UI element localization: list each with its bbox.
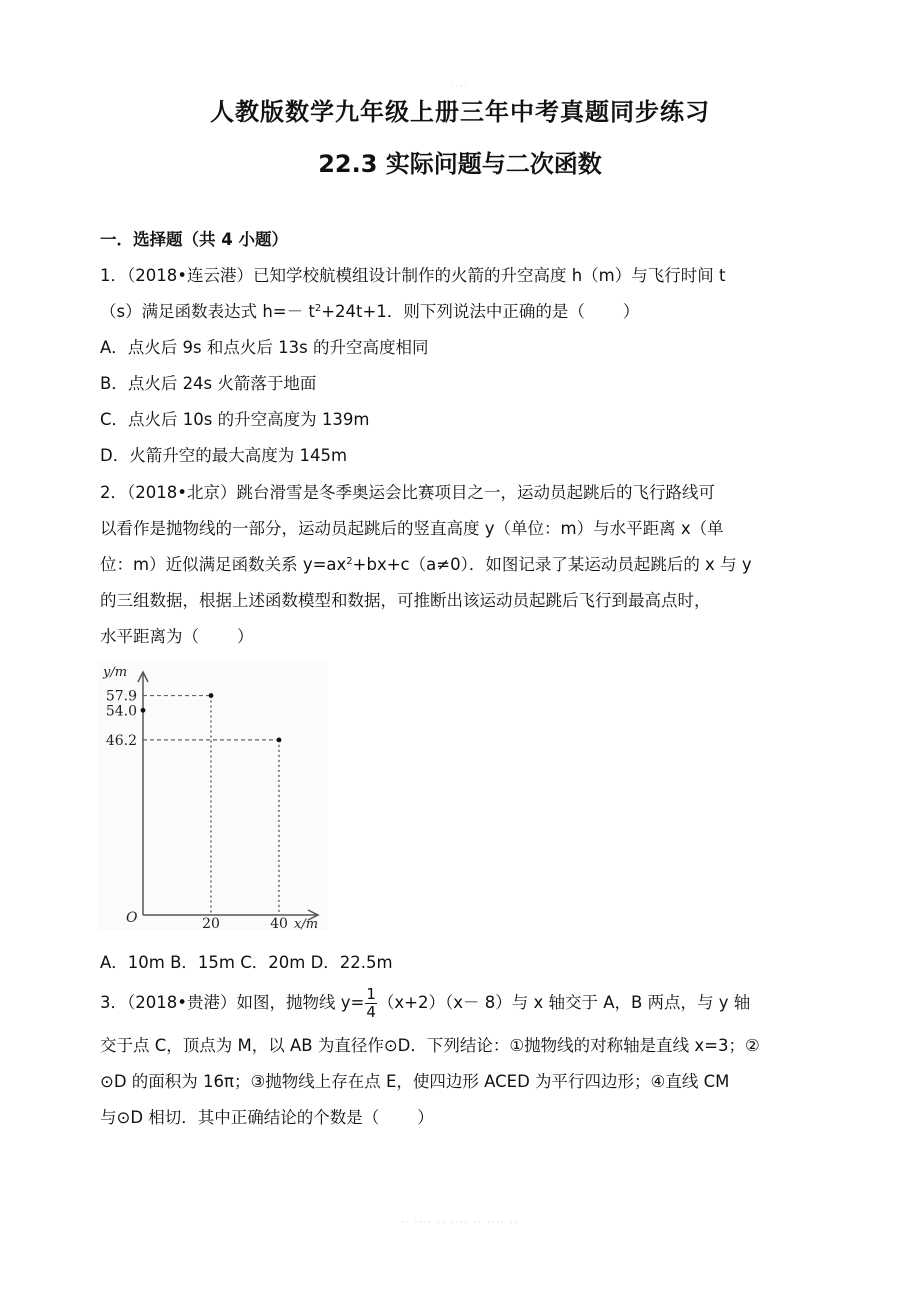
document-subtitle: 22.3 实际问题与二次函数 <box>318 150 602 178</box>
data-point <box>277 737 282 742</box>
x-axis-label: x/m <box>294 917 319 930</box>
q1-option-b: B．点火后 24s 火箭落于地面 <box>100 374 317 393</box>
section-heading: 一．选择题（共 4 小题） <box>100 230 288 249</box>
y-tick-label: 57.9 <box>105 688 137 705</box>
q2-text-a: 位：m）近似满足函数关系 y=ax <box>100 555 347 574</box>
footer-decoration: ·· ···· ·· ···· ·· ···· ·· <box>400 1218 520 1227</box>
q2-options: A．10m B．15m C．20m D．22.5m <box>100 953 393 972</box>
q2-text-d: ） <box>237 627 254 646</box>
data-point <box>141 708 146 713</box>
q3-line-1 <box>100 986 750 1021</box>
fraction-denominator: 4 <box>366 1003 376 1021</box>
fraction-numerator: 1 <box>366 985 376 1003</box>
q2-line-1: 2．（2018•北京）跳台滑雪是冬季奥运会比赛项目之一，运动员起跳后的飞行路线可 <box>100 483 715 502</box>
q2-line-5 <box>100 623 254 647</box>
q3-text-c: 与⊙D 相切．其中正确结论的个数是（ <box>100 1108 380 1127</box>
y-tick-label: 54.0 <box>105 703 137 720</box>
q2-line-4: 的三组数据，根据上述函数模型和数据，可推断出该运动员起跳后飞行到最高点时， <box>100 591 711 610</box>
q2-text-c: 水平距离为（ <box>100 627 199 646</box>
x-tick-label: 20 <box>202 916 220 930</box>
question-2-graph <box>98 660 328 930</box>
q1-option-d: D．火箭升空的最大高度为 145m <box>100 446 348 465</box>
q3-line-3: ⊙D 的面积为 16π；③抛物线上存在点 E，使四边形 ACED 为平行四边形；④直线 CM <box>100 1072 730 1091</box>
q1-line-1: 1．（2018•连云港）已知学校航模组设计制作的火箭的升空高度 h（m）与飞行时间 t <box>100 266 726 285</box>
x-tick-label: 40 <box>270 916 288 930</box>
fraction-one-quarter <box>365 986 377 1021</box>
q1-line-2 <box>100 298 639 322</box>
y-tick-label: 46.2 <box>105 732 137 749</box>
y-axis-label: y/m <box>103 665 128 680</box>
q3-line-4 <box>100 1104 434 1128</box>
q3-text-b: （x+2）（x－ 8）与 x 轴交于 A，B 两点，与 y 轴 <box>377 993 751 1012</box>
document-title: 人教版数学九年级上册三年中考真题同步练习 <box>210 98 710 126</box>
q1-text-c: ） <box>622 302 640 321</box>
q1-option-a: A．点火后 9s 和点火后 13s 的升空高度相同 <box>100 338 429 357</box>
q3-text-a: 3．（2018•贵港）如图，抛物线 y= <box>100 993 365 1012</box>
q1-text-b: +24t+1．则下列说法中正确的是（ <box>321 302 585 321</box>
q3-text-d: ） <box>417 1108 434 1127</box>
q2-line-2: 以看作是抛物线的一部分，运动员起跳后的竖直高度 y（单位：m）与水平距离 x（单 <box>100 519 724 538</box>
origin-label: O <box>126 910 138 926</box>
q2-superscript: 2 <box>346 556 353 567</box>
header-decoration: ···· <box>450 82 470 91</box>
q1-option-c: C．点火后 10s 的升空高度为 139m <box>100 410 370 429</box>
q2-line-3 <box>100 551 752 575</box>
q1-superscript: 2 <box>314 303 322 314</box>
q3-line-2: 交于点 C，顶点为 M，以 AB 为直径作⊙D．下列结论：①抛物线的对称轴是直线 x=3；② <box>100 1036 760 1055</box>
data-point <box>209 693 214 698</box>
q1-text-a: （s）满足函数表达式 h=－ t <box>100 302 315 321</box>
q2-text-b: +bx+c（a≠0）．如图记录了某运动员起跳后的 x 与 y <box>352 555 752 574</box>
